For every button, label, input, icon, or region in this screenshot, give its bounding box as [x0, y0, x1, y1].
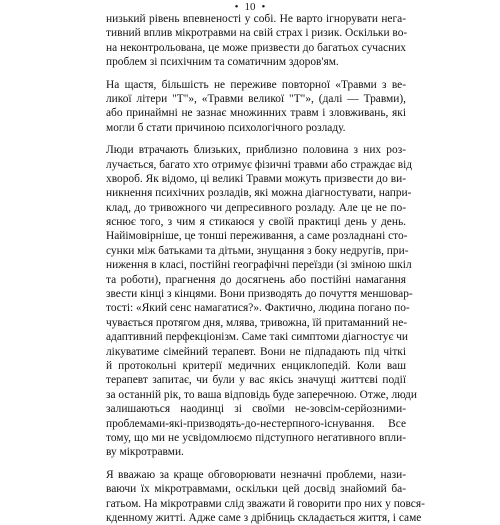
paragraph-gap: [106, 460, 406, 468]
paragraph-gap: [106, 70, 406, 78]
text-line: ваючи їх мікротравмами, оскільки цей досвід знайомий ба-: [106, 483, 406, 496]
text-line: низький рівень впевненості у собі. Не варто ігнорувати нега-: [106, 13, 406, 25]
text-line: проблемами-які-призводять-до-нестерпного-існування. Все: [106, 417, 406, 430]
text-line: лікуватиме сімейний терапевт. Вони не підпадають під чіткі: [106, 345, 406, 358]
page-number: 10: [244, 1, 256, 13]
text-line: й протокольні критерії медичних енциклопедій. Коли ваш: [106, 359, 406, 372]
text-line: могли б стати причиною психологічного розладу.: [106, 121, 346, 134]
text-line: проблем зі психічним та соматичним здоров'ям.: [106, 56, 339, 69]
paragraph: [106, 78, 406, 136]
paragraph-gap: [106, 135, 406, 143]
text-line: Найімовірніше, це тонші переживання, а саме розладнані сто-: [106, 230, 408, 243]
text-line: чувається протягом дня, млява, тривожна, їй притаманний не-: [106, 316, 408, 329]
body-text: [106, 12, 425, 525]
text-line: тивний вплив мікротравми на свій страх і ризик. Оскільки во-: [106, 27, 408, 40]
text-line: никнення психічних розладів, які можна діагностувати, напри-: [106, 187, 412, 200]
text-line: тому, що ми не усвідомлюємо підступного негативного впли-: [106, 431, 406, 444]
paragraph: [106, 143, 417, 460]
text-line: ликої літери "Т"», «Травми великої "Т"», (далі — Травми),: [106, 92, 406, 105]
text-line: гатьом. На мікротравми слід зважати й говорити про них у повся-: [106, 497, 425, 510]
text-line: терапевт запитає, чи були у вас якісь значущі життєві події: [106, 374, 406, 387]
text-line: залишаються наодинці зі своїми не-зовсім-серйозними-: [106, 403, 406, 416]
text-line: клад, до тривожного чи депресивного розладу. Але це не по-: [106, 201, 406, 214]
page-number-dot-right: •: [261, 1, 266, 13]
paragraph: [106, 12, 406, 70]
text-line: тості: «Який сенс намагатися?». Фактично, людина погано по-: [106, 302, 410, 315]
page-number-dot-left: •: [234, 1, 239, 13]
text-line: адаптивний перфекціонізм. Саме такі симптоми діагностує чи: [106, 331, 409, 344]
text-line: Люди втрачають близьких, приблизно половина з них роз-: [106, 144, 406, 157]
text-line: ву мікротравми.: [106, 446, 184, 459]
text-line: лучається, багато хто отримує фізичні травми або страждає від: [106, 158, 413, 171]
text-line: кденному житті. Адже саме з дрібниць складається життя, і саме: [106, 511, 422, 524]
text-line: Я вважаю за краще обговорювати незначні проблеми, нази-: [106, 468, 406, 481]
text-line: звести кінці з кінцями. Вони призводять до почуття меншовар-: [106, 288, 413, 301]
text-line: хвороб. Як відомо, ці великі Травми можуть призвести до ви-: [106, 172, 406, 185]
text-line: за останній рік, то ваша відповідь буде заперечною. Отже, люди: [106, 388, 417, 401]
paragraph: [106, 468, 425, 525]
text-line: на неконтрольована, це може призвести до багатьох сучасних: [106, 41, 406, 54]
text-line: або принаймні не зазнає множинних травм і зловживань, які: [106, 107, 406, 120]
text-line: та роботи), прагнення до досягнень або постійні намагання: [106, 273, 406, 286]
text-line: сунки між батьками та дітьми, знущання з боку недругів, при-: [106, 244, 409, 257]
text-line: ниження в класі, постійні географічні переїзди (зі зміною шкіл: [106, 259, 412, 272]
text-line: яснює того, з чим я стикаюся у своїй практиці день у день.: [106, 216, 406, 229]
text-line: На щастя, більшість не переживе повторної «Травми з ве-: [106, 78, 406, 91]
